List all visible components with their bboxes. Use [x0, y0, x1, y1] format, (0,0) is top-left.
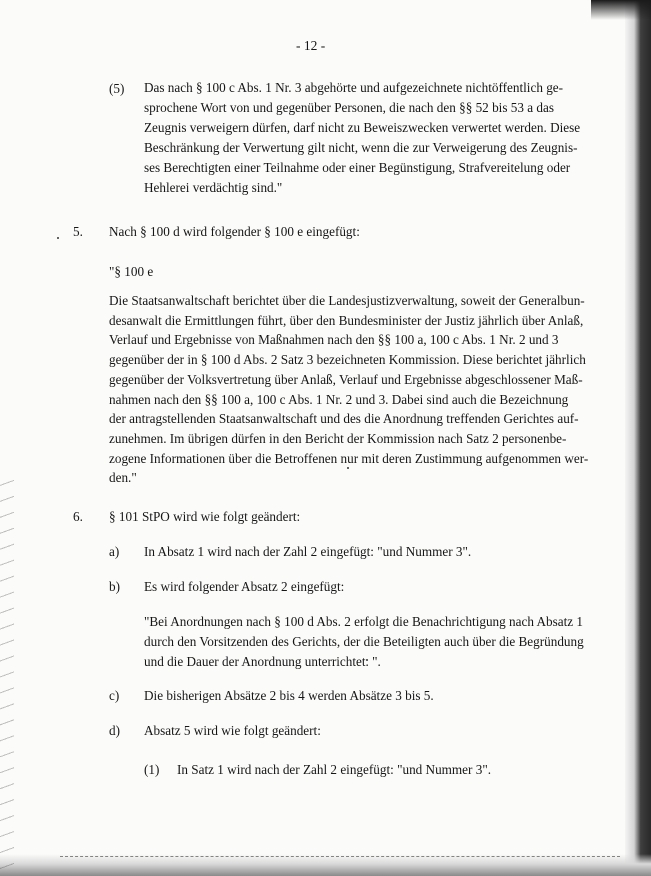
text-line: ses Berechtigten einer Teilnahme oder einer Begünstigung, Strafvereitelung oder: [144, 160, 571, 175]
text-line: der antragstellenden Staatsanwaltschaft und des die Anordnung treffenden Gerichtes auf-: [109, 411, 579, 427]
text-line: den.": [109, 470, 137, 486]
item-number: 6.: [73, 509, 83, 524]
text-line: Das nach § 100 c Abs. 1 Nr. 3 abgehörte und aufgezeichnete nichtöffentlich ge-: [144, 80, 564, 95]
scan-edge-right: [625, 0, 651, 876]
paragraph-number: (5): [109, 81, 125, 96]
text-line: "Bei Anordnungen nach § 100 d Abs. 2 erfolgt die Benachrichtigung nach Absatz 1: [144, 614, 584, 629]
section-100e-text: [109, 291, 588, 488]
sub-item-label: d): [109, 723, 120, 738]
sub-sub-item-text: In Satz 1 wird nach der Zahl 2 eingefügt: "und Nummer 3".: [177, 762, 491, 777]
sub-item-text: Die bisherigen Absätze 2 bis 4 werden Absätze 3 bis 5.: [144, 688, 434, 703]
text-line: sprochene Wort von und gegenüber Personen, die nach den §§ 52 bis 53 a das: [144, 100, 554, 115]
text-line: Die Staatsanwaltschaft berichtet über die Landesjustizverwaltung, soweit der Generalbun-: [109, 293, 585, 308]
text-line: zunehmen. Im übrigen dürfen in den Bericht der Kommission nach Satz 2 personenbe-: [109, 430, 567, 446]
paragraph-5-text: [144, 78, 580, 198]
sub-item-label: c): [109, 688, 120, 703]
text-line: durch den Vorsitzenden des Gerichts, der die Beteiligten auch über die Begründung: [144, 634, 584, 649]
text-line: Verlauf und Ergebnisse von Maßnahmen nach den §§ 100 a, 100 c Abs. 1 Nr. 2 und 3: [109, 332, 559, 348]
item-number: 5.: [73, 224, 83, 239]
scan-edge-bottom-line: [60, 856, 620, 858]
scan-edge-left-marks: [0, 470, 14, 870]
scan-edge-corner: [591, 0, 651, 20]
sub-item-label: b): [109, 579, 120, 594]
text-line: Hehlerei verdächtig sind.": [144, 180, 283, 195]
text-line: Zeugnis verweigern dürfen, darf nicht zu Beweiszwecken verwertet werden. Diese: [144, 120, 581, 135]
sub-sub-item-label: (1): [144, 762, 160, 777]
text-line: nahmen nach den §§ 100 a, 100 c Abs. 1 Nr. 2 und 3. Dabei sind auch die Bezeichnung: [109, 391, 569, 407]
scan-speck: [57, 237, 59, 239]
text-line: zogene Informationen über die Betroffenen nur mit deren Zustimmung aufgenommen wer-: [109, 450, 589, 466]
text-line: gegenüber der in § 100 d Abs. 2 Satz 3 bezeichneten Kommission. Diese berichtet jährlich: [109, 352, 586, 368]
sub-item-label: a): [109, 544, 120, 559]
item-text: § 101 StPO wird wie folgt geändert:: [109, 509, 301, 524]
sub-item-text: Es wird folgender Absatz 2 eingefügt:: [144, 579, 345, 594]
sub-item-text: Absatz 5 wird wie folgt geändert:: [144, 723, 321, 738]
text-line: und die Dauer der Anordnung unterrichtet. ".: [144, 654, 381, 669]
text-line: gegenüber der Volksvertretung über Anlaß, Verlauf und Ergebnisse abgeschlossener Maß-: [109, 371, 583, 387]
page-number: - 12 -: [296, 38, 326, 53]
text-line: desanwalt die Ermittlungen führt, über den Bundesminister der Justiz jährlich über Anlaß,: [109, 312, 584, 328]
section-heading: "§ 100 e: [109, 264, 154, 279]
text-line: Beschränkung der Verwertung gilt nicht, wenn die zur Verweigerung des Zeugnis-: [144, 140, 578, 155]
sub-item-text: In Absatz 1 wird nach der Zahl 2 eingefügt: "und Nummer 3".: [144, 544, 472, 559]
quoted-paragraph: [144, 612, 584, 672]
item-text: Nach § 100 d wird folgender § 100 e eingefügt:: [109, 224, 360, 239]
